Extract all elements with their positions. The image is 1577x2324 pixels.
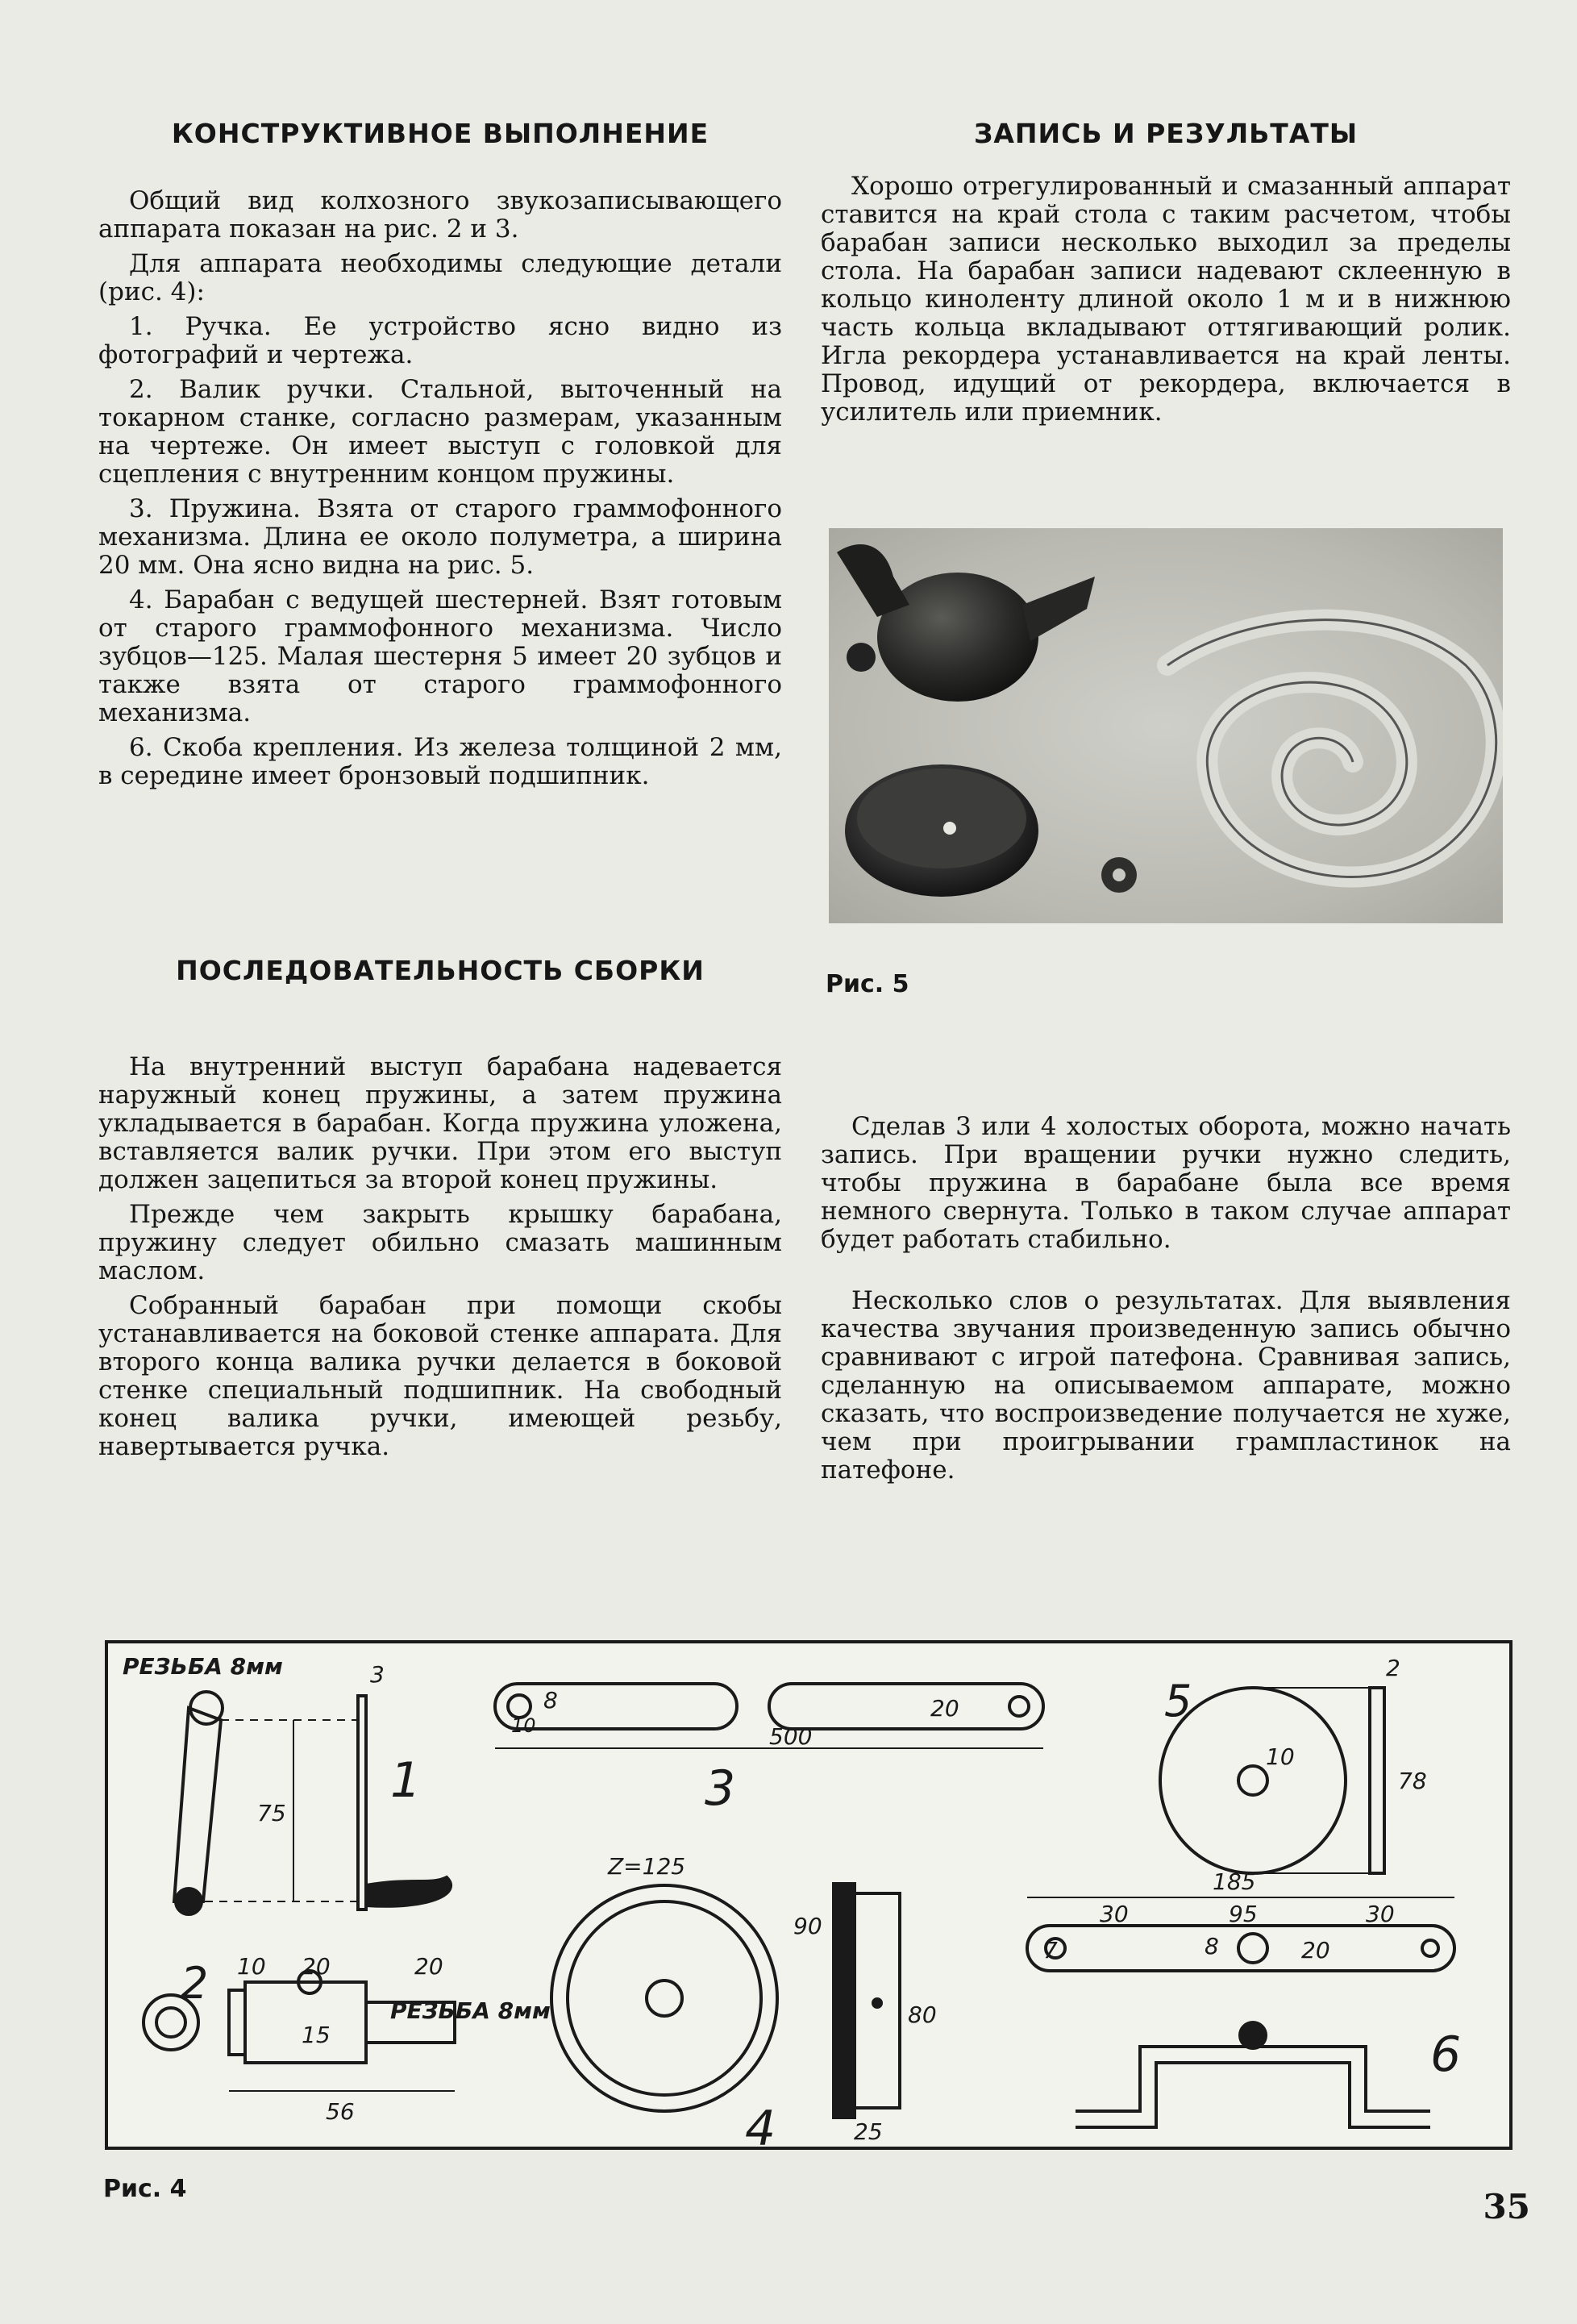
- handle-grip: [366, 1877, 451, 1906]
- dim-label: 3: [370, 1661, 385, 1688]
- dim-label: 500: [769, 1723, 813, 1750]
- bracket-side-view: [1076, 2047, 1430, 2127]
- handle-part-1: [174, 1708, 221, 1901]
- dim-label: 30: [1366, 1901, 1395, 1927]
- dim-label: 2: [1386, 1655, 1400, 1681]
- part-number-1: 1: [390, 1752, 422, 1809]
- gear-teeth: [834, 1884, 855, 2118]
- shaft-part-2: [229, 1990, 245, 2055]
- technical-drawing-fig4: [105, 1640, 1513, 2150]
- part-number-4: 4: [745, 2101, 776, 2147]
- construction-text: [98, 187, 782, 797]
- drum-hole: [943, 822, 956, 835]
- part-number-3: 3: [705, 1760, 736, 1817]
- paragraph: Собранный барабан при помощи скобы устанавливается на боковой стенке аппарата. Для второго конца валика ручки делается в боковой стенке специальный подшипник. На свободный конец валика ручки, имеющей резьбу, навертывается ручка.: [98, 1291, 782, 1461]
- drum-part-4: [551, 1885, 777, 2111]
- dim-label: 56: [326, 2098, 355, 2125]
- part-number-5: 5: [1164, 1676, 1192, 1726]
- results-text: [821, 1287, 1511, 1491]
- photo-fig5: [829, 528, 1503, 923]
- dim-label: Z=125: [608, 1853, 686, 1880]
- handle-knob: [847, 643, 876, 672]
- paragraph: Несколько слов о результатах. Для выявления качества звучания произведенную запись обычно сравнивают с игрой патефона. Сравнивая запись, сделанную на описываемом аппарате, можно сказать, что воспроизведение получается не хуже, чем при проигрывании грампластинок на патефоне.: [821, 1286, 1511, 1485]
- part-number-6: 6: [1430, 2026, 1462, 2083]
- dim-label: 75: [257, 1800, 286, 1826]
- handle-lever: [1022, 577, 1095, 641]
- heading-construction: КОНСТРУКТИВНОЕ ВЫПОЛНЕНИЕ: [171, 118, 709, 149]
- paragraph: 1. Ручка. Ее устройство ясно видно из фотографий и чертежа.: [98, 312, 782, 369]
- dim-label: 30: [1100, 1901, 1129, 1927]
- dim-label: 90: [793, 1913, 822, 1939]
- assembly-text: [98, 1053, 782, 1468]
- paragraph: 3. Пружина. Взята от старого граммофонного механизма. Длина ее около полуметра, а ширина 20 мм. Она ясно видна на рис. 5.: [98, 494, 782, 580]
- spring-spiral: [1167, 620, 1496, 877]
- dim-label: 10: [511, 1714, 536, 1737]
- dim-label: 7: [1043, 1937, 1058, 1964]
- paragraph: Общий вид колхозного звукозаписывающего аппарата показан на рис. 2 и 3.: [98, 186, 782, 244]
- dim-label: 20: [1301, 1937, 1330, 1964]
- paragraph: Сделав 3 или 4 холостых оборота, можно начать запись. При вращении ручки нужно следить, чтобы пружина в барабане была все время немного свернута. Только в таком случае аппарат будет работать стабильно.: [821, 1112, 1511, 1254]
- dim-label: 20: [302, 1953, 331, 1980]
- dim-label: 10: [237, 1953, 266, 1980]
- paragraph: 4. Барабан с ведущей шестерней. Взят готовым от старого граммофонного механизма. Число зубцов—125. Малая шестерня 5 имеет 20 зубцов и также взята от старого граммофонного механизма.: [98, 585, 782, 727]
- dim-label: 15: [302, 2022, 331, 2048]
- dim-label: 25: [854, 2118, 883, 2145]
- part-number-2: 2: [181, 1958, 209, 2009]
- recording-text: [821, 173, 1511, 433]
- paragraph: 2. Валик ручки. Стальной, выточенный на токарном станке, согласно размерам, указанным на чертеже. Он имеет выступ с головкой для сцепления с внутренним концом пружины.: [98, 375, 782, 489]
- dim-label: 8: [543, 1687, 558, 1714]
- paragraph: 6. Скоба крепления. Из железа толщиной 2 мм, в середине имеет бронзовый подшипник.: [98, 733, 782, 790]
- page-number: 35: [1483, 2187, 1530, 2226]
- paragraph: Хорошо отрегулированный и смазанный аппарат ставится на край стола с таким расчетом, чтобы барабан записи несколько выходил за пределы стола. На барабан записи надевают склеенную в кольцо киноленту длиной около 1 м и в нижнюю часть кольца вкладывают оттягивающий ролик. Игла рекордера устанавливается на край ленты. Провод, идущий от рекордера, включается в усилитель или приемник.: [821, 172, 1511, 427]
- thread-label-1: РЕЗЬБА 8мм: [123, 1653, 283, 1680]
- drawing-caption: Рис. 4: [103, 2175, 187, 2203]
- start-recording-text: [821, 1113, 1511, 1260]
- heading-results: ЗАПИСЬ И РЕЗУЛЬТАТЫ: [973, 118, 1359, 149]
- dim-label: 20: [930, 1695, 959, 1722]
- dim-label: 80: [908, 2001, 937, 2028]
- dim-label: 20: [414, 1953, 443, 1980]
- dim-label: 95: [1229, 1901, 1258, 1927]
- dim-label: 78: [1398, 1768, 1427, 1794]
- photo-caption: Рис. 5: [826, 970, 909, 998]
- paragraph: Прежде чем закрыть крышку барабана, пружину следует обильно смазать машинным маслом.: [98, 1200, 782, 1285]
- handle-arm: [837, 544, 909, 617]
- dim-label: 185: [1213, 1868, 1256, 1895]
- dim-label: 10: [1266, 1743, 1295, 1770]
- photo-drawing: [829, 528, 1503, 923]
- paragraph: На внутренний выступ барабана надевается наружный конец пружины, а затем пружина укладывается в барабан. Когда пружина уложена, вставляется валик ручки. При этом его выступ должен зацепиться за второй конец пружины.: [98, 1052, 782, 1194]
- drawing-canvas: [108, 1643, 1509, 2147]
- dim-label: 8: [1205, 1933, 1219, 1960]
- thread-label-2: РЕЗЬБА 8мм: [390, 1997, 551, 2024]
- drum-top: [857, 768, 1026, 868]
- handle-plate: [358, 1696, 366, 1910]
- bracket-part-6: [1027, 1926, 1454, 1971]
- heading-assembly: ПОСЛЕДОВАТЕЛЬНОСТЬ СБОРКИ: [176, 955, 705, 986]
- paragraph: Для аппарата необходимы следующие детали (рис. 4):: [98, 249, 782, 306]
